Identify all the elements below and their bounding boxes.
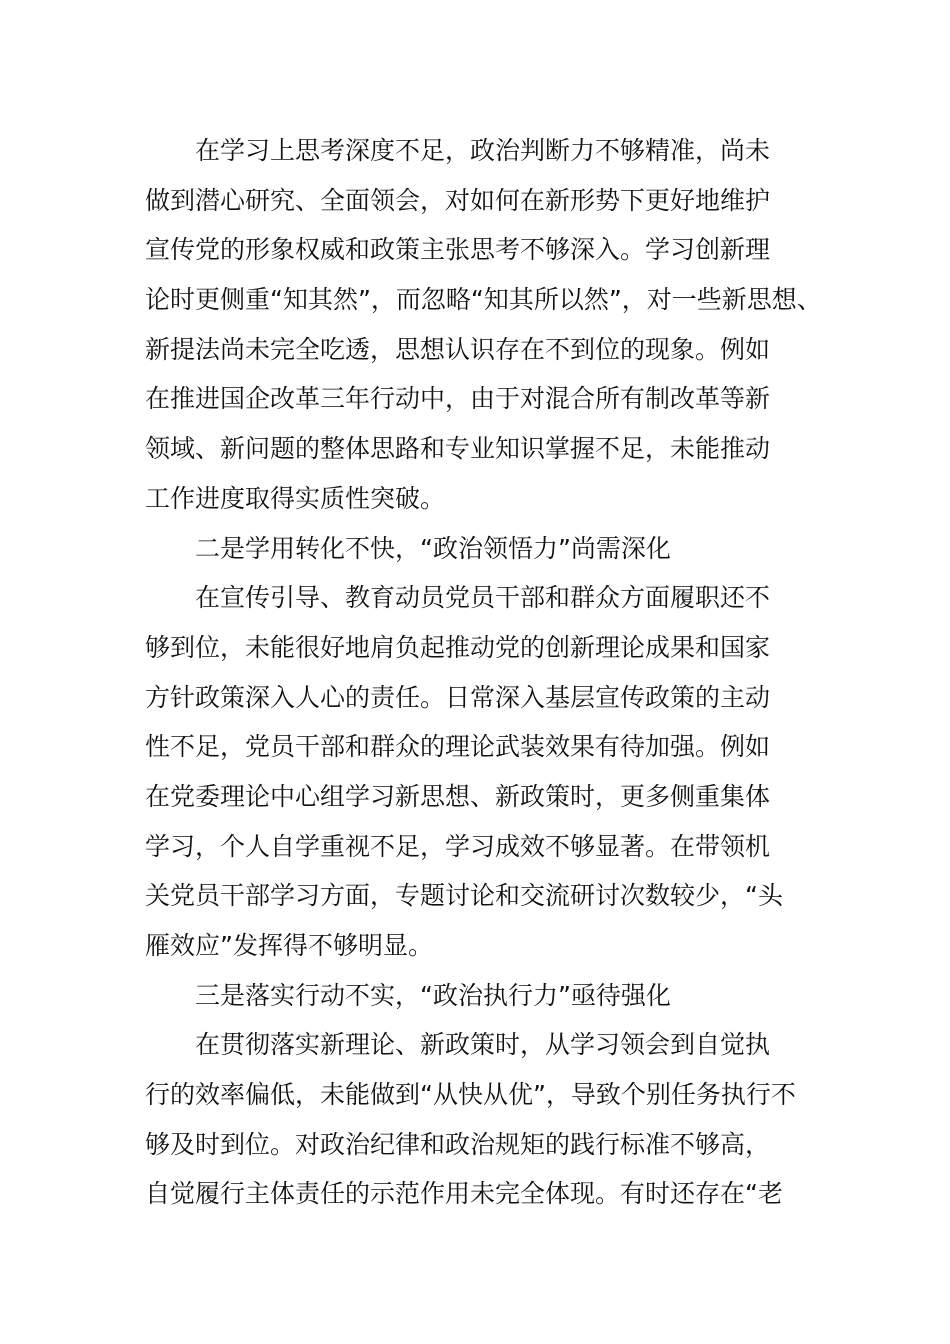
paragraph-line: 做到潜心研究、全面领会，对如何在新形势下更好地维护 bbox=[145, 185, 771, 215]
section-heading-2: 二是学用转化不快，“政治领悟力”尚需深化 bbox=[195, 533, 671, 563]
paragraph-line: 够及时到位。对政治纪律和政治规矩的践行标准不够高， bbox=[145, 1129, 771, 1159]
paragraph-line: 在党委理论中心组学习新思想、新政策时，更多侧重集体 bbox=[145, 781, 771, 811]
paragraph-line: 关党员干部学习方面，专题讨论和交流研讨次数较少，“头 bbox=[145, 881, 783, 911]
paragraph-line: 在学习上思考深度不足，政治判断力不够精准，尚未 bbox=[195, 136, 771, 165]
paragraph-line: 新提法尚未完全吃透，思想认识存在不到位的现象。例如 bbox=[145, 334, 771, 364]
document-body bbox=[145, 126, 822, 1219]
paragraph-line: 在宣传引导、教育动员党员干部和群众方面履职还不 bbox=[195, 583, 771, 613]
paragraph-line: 方针政策深入人心的责任。日常深入基层宣传政策的主动 bbox=[145, 682, 771, 712]
paragraph-line: 工作进度取得实质性突破。 bbox=[145, 483, 446, 513]
paragraph-line: 宣传党的形象权威和政策主张思考不够深入。学习创新理 bbox=[145, 235, 771, 265]
paragraph-line: 自觉履行主体责任的示范作用未完全体现。有时还存在“老 bbox=[145, 1179, 783, 1209]
paragraph-line: 行的效率偏低，未能做到“从快从优”，导致个别任务执行不 bbox=[145, 1080, 796, 1110]
paragraph-line: 领域、新问题的整体思路和专业知识掌握不足，未能推动 bbox=[145, 434, 771, 464]
paragraph-line: 雁效应”发挥得不够明显。 bbox=[145, 931, 433, 960]
paragraph-line: 够到位，未能很好地肩负起推动党的创新理论成果和国家 bbox=[145, 632, 771, 662]
paragraph-line: 性不足，党员干部和群众的理论武装效果有待加强。例如 bbox=[145, 732, 771, 762]
section-heading-3: 三是落实行动不实，“政治执行力”亟待强化 bbox=[195, 980, 671, 1010]
paragraph-line: 在推进国企改革三年行动中，由于对混合所有制改革等新 bbox=[145, 384, 771, 414]
paragraph-line: 在贯彻落实新理论、新政策时，从学习领会到自觉执 bbox=[195, 1030, 771, 1060]
paragraph-line: 学习，个人自学重视不足，学习成效不够显著。在带领机 bbox=[145, 831, 771, 861]
paragraph-line: 论时更侧重“知其然”，而忽略“知其所以然”，对一些新思想、 bbox=[145, 285, 822, 315]
